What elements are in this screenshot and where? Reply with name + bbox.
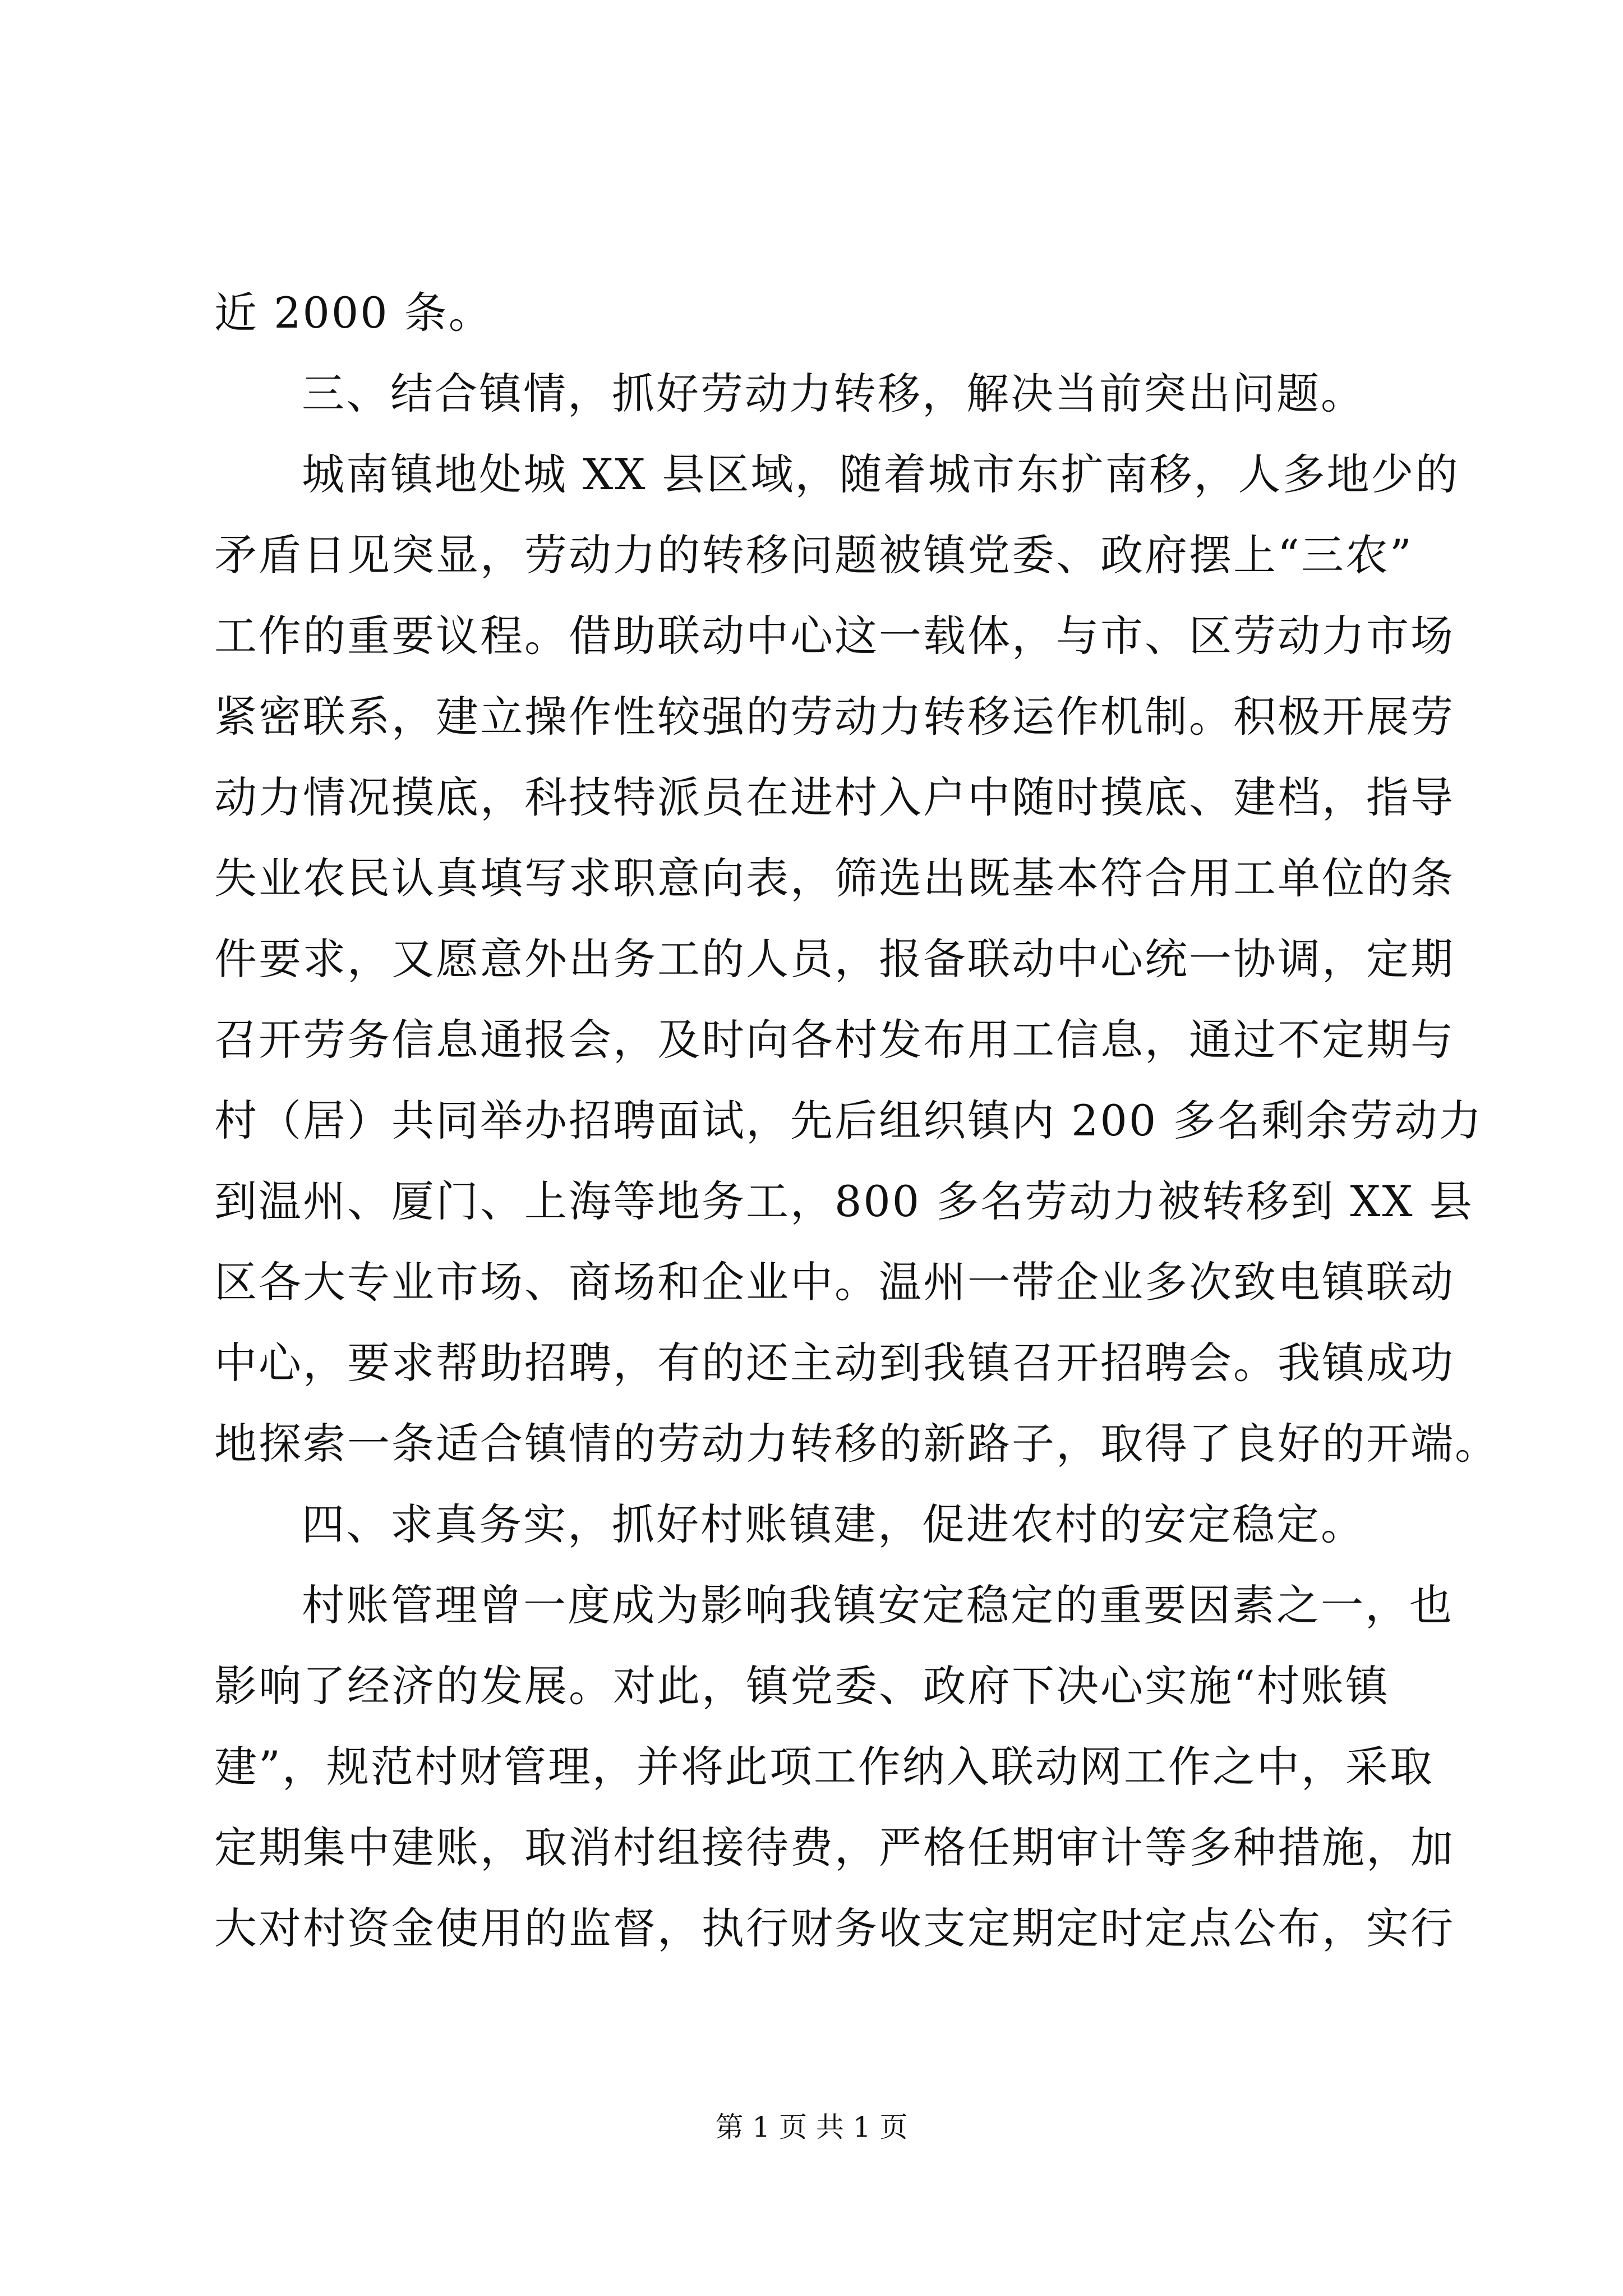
paragraph-line: 到温州、厦门、上海等地务工，800 多名劳动力被转移到 XX 县: [214, 1176, 1474, 1226]
paragraph-line: 影响了经济的发展。对此，镇党委、政府下决心实施“村账镇: [214, 1661, 1390, 1711]
section-heading-4: 四、求真务实，抓好村账镇建，促进农村的安定稳定。: [302, 1499, 1365, 1549]
paragraph-line: 工作的重要议程。借助联动中心这一载体，与市、区劳动力市场: [214, 611, 1455, 661]
paragraph-line: 召开劳务信息通报会，及时向各村发布用工信息，通过不定期与: [214, 1015, 1455, 1065]
paragraph-line: 矛盾日见突显，劳动力的转移问题被镇党委、政府摆上“三农”: [214, 530, 1413, 580]
paragraph-line: 区各大专业市场、商场和企业中。温州一带企业多次致电镇联动: [214, 1257, 1455, 1307]
paragraph-line: 失业农民认真填写求职意向表，筛选出既基本符合用工单位的条: [214, 853, 1455, 903]
paragraph-line: 中心，要求帮助招聘，有的还主动到我镇召开招聘会。我镇成功: [214, 1338, 1455, 1388]
paragraph-line: 地探索一条适合镇情的劳动力转移的新路子，取得了良好的开端。: [214, 1419, 1499, 1469]
paragraph-line: 定期集中建账，取消村组接待费，严格任期审计等多种措施，加: [214, 1823, 1455, 1872]
paragraph-line: 件要求，又愿意外出务工的人员，报备联动中心统一协调，定期: [214, 934, 1455, 984]
paragraph-line: 动力情况摸底，科技特派员在进村入户中随时摸底、建档，指导: [214, 772, 1455, 822]
text-line-1: 近 2000 条。: [214, 288, 493, 338]
paragraph-line: 建”，规范村财管理，并将此项工作纳入联动网工作之中，采取: [214, 1742, 1434, 1792]
page-footer: 第 1 页 共 1 页: [715, 2111, 908, 2143]
paragraph-line: 城南镇地处城 XX 县区域，随着城市东扩南移，人多地少的: [302, 449, 1460, 499]
paragraph-line: 紧密联系，建立操作性较强的劳动力转移运作机制。积极开展劳: [214, 692, 1455, 742]
paragraph-line: 村（居）共同举办招聘面试，先后组织镇内 200 多名剩余劳动力: [214, 1096, 1483, 1145]
section-heading-3: 三、结合镇情，抓好劳动力转移，解决当前突出问题。: [302, 369, 1365, 418]
paragraph-line: 村账管理曾一度成为影响我镇安定稳定的重要因素之一，也: [302, 1580, 1454, 1630]
paragraph-line: 大对村资金使用的监督，执行财务收支定期定时定点公布，实行: [214, 1903, 1455, 1953]
